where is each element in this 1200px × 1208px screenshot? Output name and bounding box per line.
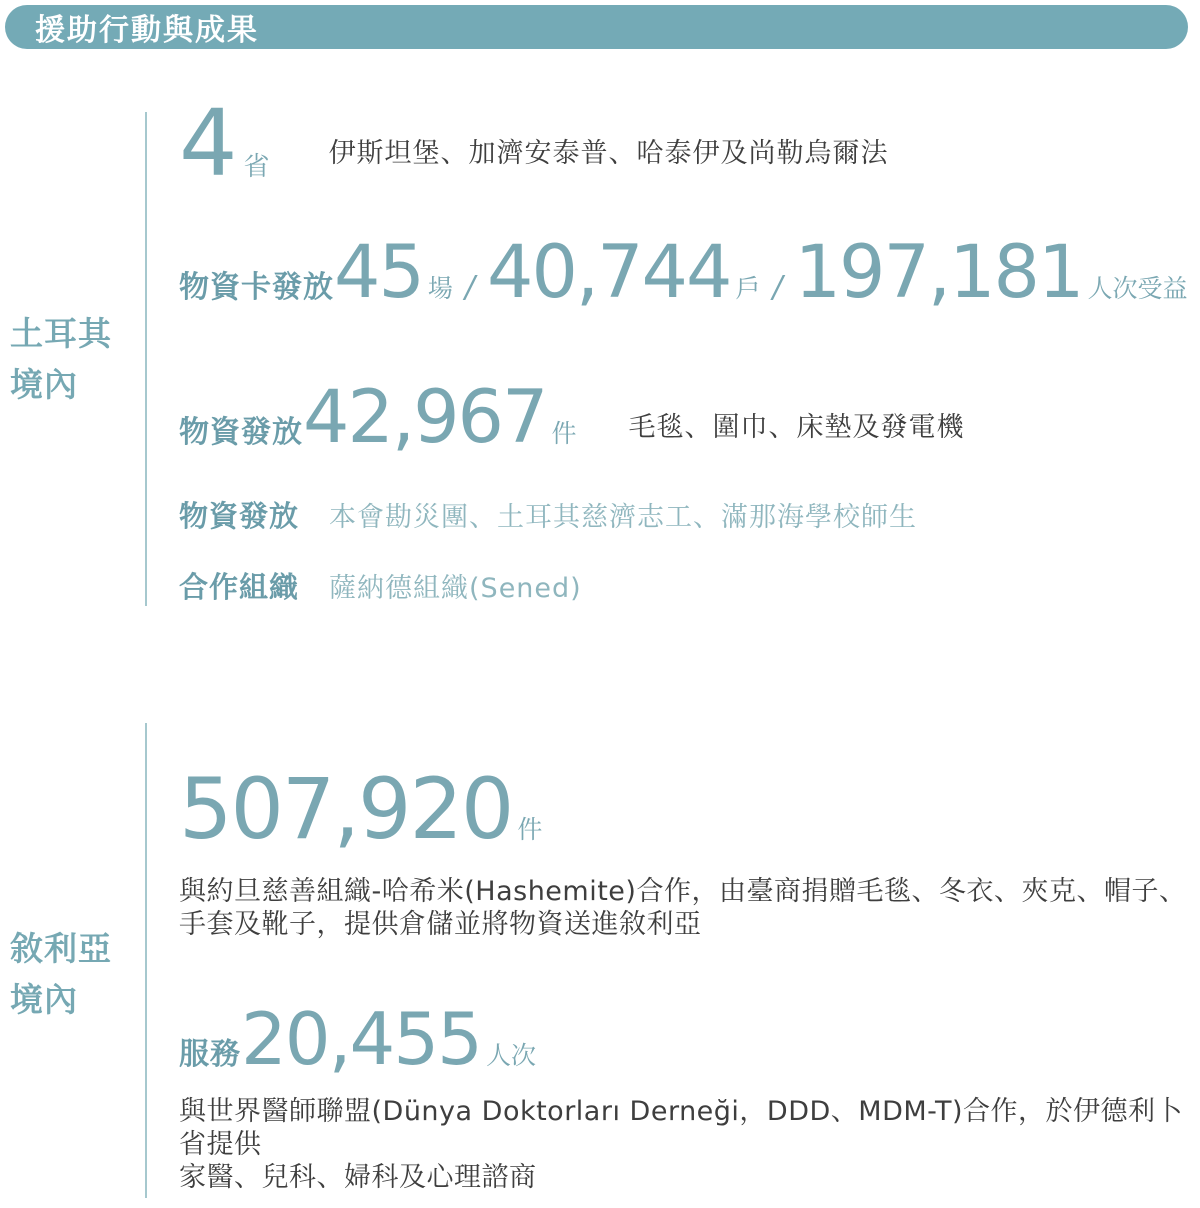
- goods-distribution-stat-row: [179, 375, 1200, 460]
- syria-goods-desc: [179, 875, 1200, 941]
- goods-distribution-desc: 毛毯、圍巾、床墊及發電機: [628, 412, 965, 443]
- separator-slash: /: [464, 270, 476, 305]
- syria-region-label: [0, 723, 145, 1198]
- syria-goods-unit: 件: [517, 815, 543, 844]
- syria-goods-desc-line1: 與約旦慈善組織-哈希米(Hashemite)合作，由臺商捐贈毛毯、冬衣、夾克、帽子、: [179, 876, 1187, 907]
- syria-content: [145, 723, 1200, 1198]
- card-distribution-events: 45: [334, 230, 423, 315]
- goods-distribution-label: 物資發放: [179, 415, 303, 450]
- card-distribution-stat-row: [179, 230, 1200, 315]
- syria-goods-number: 507,920: [179, 760, 513, 858]
- card-distribution-households-unit: 戶: [735, 274, 761, 303]
- distribution-team-row: [179, 494, 1200, 535]
- card-distribution-households: 40,744: [487, 230, 731, 315]
- goods-distribution-number: 42,967: [303, 375, 547, 460]
- syria-service-desc-line1: 與世界醫師聯盟(Dünya Doktorları Derneği，DDD、MDM-T)合作，於伊德利卜省提供: [179, 1096, 1183, 1160]
- syria-service-desc: [179, 1095, 1200, 1194]
- separator-slash: /: [772, 270, 783, 305]
- distribution-team-value: 本會勘災團、土耳其慈濟志工、滿那海學校師生: [329, 502, 918, 533]
- goods-distribution-unit: 件: [551, 419, 577, 448]
- turkey-section: [0, 90, 1200, 606]
- syria-region-line2: 境內: [10, 980, 78, 1020]
- turkey-content: [145, 90, 1200, 606]
- syria-service-label: 服務: [179, 1037, 241, 1072]
- section-header-bar: [5, 5, 1188, 49]
- syria-region-line1: 敘利亞: [10, 929, 112, 968]
- provinces-desc: 伊斯坦堡、加濟安泰普、哈泰伊及尚勒烏爾法: [328, 138, 889, 169]
- partner-org-row: [179, 565, 1200, 606]
- card-distribution-beneficiaries-unit: 人次受益: [1087, 274, 1188, 303]
- syria-goods-stat-row: [179, 760, 1200, 858]
- syria-service-number: 20,455: [241, 997, 481, 1081]
- card-distribution-events-unit: 場: [427, 274, 453, 303]
- syria-service-desc-line2: 家醫、兒科、婦科及心理諮商: [179, 1162, 537, 1193]
- provinces-number: 4: [179, 90, 236, 197]
- distribution-team-label: 物資發放: [179, 499, 300, 533]
- partner-org-value: 薩納德組織(Sened): [329, 573, 582, 604]
- syria-goods-desc-line2: 手套及靴子，提供倉儲並將物資送進敘利亞: [179, 909, 702, 940]
- provinces-stat-row: [179, 90, 1200, 197]
- page-title: 援助行動與成果: [35, 13, 259, 48]
- card-distribution-label: 物資卡發放: [179, 270, 334, 305]
- turkey-region-line2: 境內: [10, 365, 78, 405]
- syria-service-unit: 人次: [485, 1041, 536, 1070]
- card-distribution-beneficiaries: 197,181: [794, 230, 1083, 315]
- provinces-unit: 省: [243, 152, 271, 182]
- partner-org-label: 合作組織: [179, 570, 300, 604]
- syria-section: [0, 723, 1200, 1198]
- syria-service-stat-row: [179, 997, 1200, 1081]
- turkey-region-label: [0, 112, 145, 606]
- turkey-region-line1: 土耳其: [10, 314, 112, 353]
